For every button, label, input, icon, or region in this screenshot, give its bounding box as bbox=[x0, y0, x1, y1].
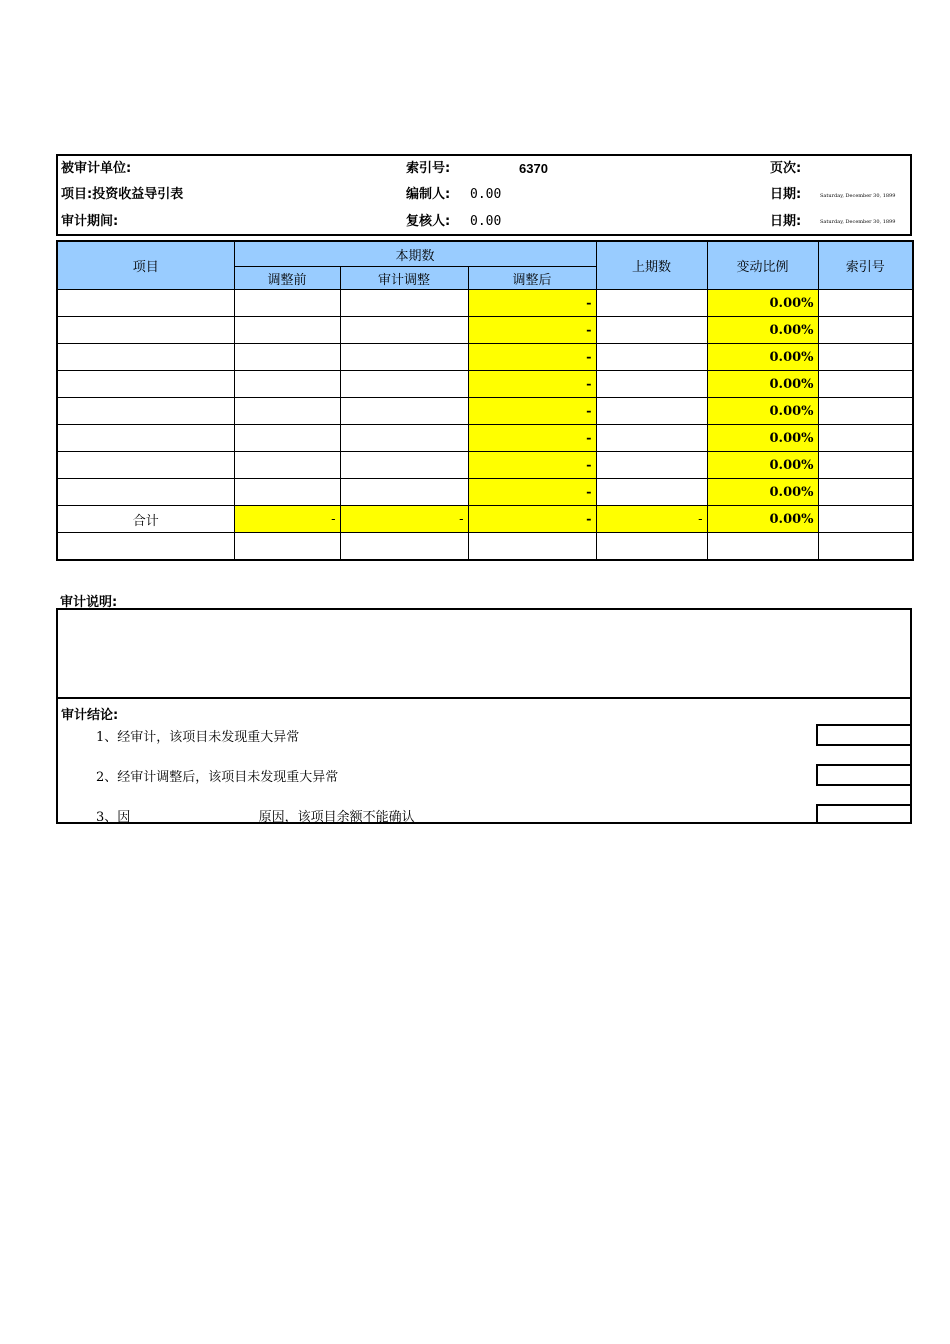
conclusion-checkbox-1[interactable] bbox=[816, 724, 910, 746]
after-cell: - bbox=[468, 452, 596, 479]
audit-adj-cell[interactable] bbox=[340, 290, 468, 317]
after-cell: - bbox=[468, 317, 596, 344]
table-row bbox=[57, 344, 913, 371]
audit-adj-cell[interactable] bbox=[340, 425, 468, 452]
index-cell[interactable] bbox=[818, 398, 913, 425]
prior-cell[interactable] bbox=[596, 317, 707, 344]
audited-unit-label: 被审计单位: bbox=[61, 161, 132, 176]
conclusion-item-3 bbox=[96, 806, 415, 825]
total-prior: - bbox=[596, 506, 707, 533]
audit-adj-cell[interactable] bbox=[340, 344, 468, 371]
audit-notes-label: 审计说明: bbox=[60, 595, 118, 610]
audit-period-label: 审计期间: bbox=[61, 214, 119, 229]
audit-adj-cell[interactable] bbox=[340, 371, 468, 398]
audit-adj-cell[interactable] bbox=[340, 479, 468, 506]
audit-adj-cell[interactable] bbox=[340, 398, 468, 425]
prior-cell[interactable] bbox=[596, 398, 707, 425]
conclusion-checkbox-3[interactable] bbox=[816, 804, 910, 824]
col-header-after-adj: 调整后 bbox=[468, 267, 596, 290]
index-cell[interactable] bbox=[818, 533, 913, 561]
index-value: 6370 bbox=[519, 161, 548, 176]
prior-cell[interactable] bbox=[596, 533, 707, 561]
date2-label: 日期: bbox=[770, 214, 802, 229]
total-audit-adj: - bbox=[340, 506, 468, 533]
table-row bbox=[57, 533, 913, 561]
table-row bbox=[57, 371, 913, 398]
project-value: 投资收益导引表 bbox=[92, 187, 184, 202]
col-header-before-adj: 调整前 bbox=[234, 267, 340, 290]
ratio-cell: 0.00% bbox=[707, 371, 818, 398]
index-cell[interactable] bbox=[818, 344, 913, 371]
index-cell[interactable] bbox=[818, 452, 913, 479]
ratio-cell: 0.00% bbox=[707, 317, 818, 344]
prior-cell[interactable] bbox=[596, 290, 707, 317]
table-row bbox=[57, 479, 913, 506]
date1-label: 日期: bbox=[770, 187, 802, 202]
notes-box bbox=[56, 608, 912, 824]
total-after: - bbox=[468, 506, 596, 533]
conclusion-label: 审计结论: bbox=[61, 708, 119, 723]
index-cell[interactable] bbox=[818, 290, 913, 317]
reviewer-value: 0.00 bbox=[470, 214, 502, 229]
ratio-cell: 0.00% bbox=[707, 398, 818, 425]
index-label: 索引号: bbox=[406, 161, 451, 176]
notes-divider bbox=[58, 697, 910, 699]
after-cell[interactable] bbox=[468, 533, 596, 561]
page-label: 页次: bbox=[770, 161, 802, 176]
item-cell[interactable] bbox=[57, 317, 234, 344]
before-cell[interactable] bbox=[234, 533, 340, 561]
ratio-cell: 0.00% bbox=[707, 425, 818, 452]
audit-adj-cell[interactable] bbox=[340, 533, 468, 561]
item-cell[interactable] bbox=[57, 425, 234, 452]
index-cell[interactable] bbox=[818, 479, 913, 506]
ratio-cell: 0.00% bbox=[707, 479, 818, 506]
before-cell[interactable] bbox=[234, 452, 340, 479]
prior-cell[interactable] bbox=[596, 344, 707, 371]
col-header-audit-adj: 审计调整 bbox=[340, 267, 468, 290]
before-cell[interactable] bbox=[234, 371, 340, 398]
audit-adj-cell[interactable] bbox=[340, 452, 468, 479]
table-row bbox=[57, 290, 913, 317]
total-label: 合计 bbox=[57, 506, 234, 533]
before-cell[interactable] bbox=[234, 479, 340, 506]
col-header-prior: 上期数 bbox=[596, 241, 707, 290]
item-cell[interactable] bbox=[57, 452, 234, 479]
after-cell: - bbox=[468, 344, 596, 371]
after-cell: - bbox=[468, 479, 596, 506]
before-cell[interactable] bbox=[234, 317, 340, 344]
table-row bbox=[57, 425, 913, 452]
reviewer-label: 复核人: bbox=[406, 214, 451, 229]
project-label-text: 项目: bbox=[61, 187, 93, 202]
prior-cell[interactable] bbox=[596, 371, 707, 398]
item-cell[interactable] bbox=[57, 371, 234, 398]
item-cell[interactable] bbox=[57, 290, 234, 317]
prior-cell[interactable] bbox=[596, 452, 707, 479]
header-block bbox=[56, 154, 912, 236]
col-header-change-ratio: 变动比例 bbox=[707, 241, 818, 290]
date2-value: Saturday, December 30, 1899 bbox=[820, 219, 896, 225]
ratio-cell: 0.00% bbox=[707, 344, 818, 371]
total-ratio: 0.00% bbox=[707, 506, 818, 533]
item-cell[interactable] bbox=[57, 398, 234, 425]
conclusion-item-3-prefix: 3、因 bbox=[96, 810, 131, 825]
investment-income-table bbox=[56, 240, 914, 561]
before-cell[interactable] bbox=[234, 398, 340, 425]
after-cell: - bbox=[468, 371, 596, 398]
conclusion-checkbox-2[interactable] bbox=[816, 764, 910, 786]
item-cell[interactable] bbox=[57, 344, 234, 371]
before-cell[interactable] bbox=[234, 290, 340, 317]
index-cell[interactable] bbox=[818, 317, 913, 344]
table-row bbox=[57, 317, 913, 344]
conclusion-item-2: 2、经审计调整后，该项目未发现重大异常 bbox=[96, 770, 339, 785]
ratio-cell[interactable] bbox=[707, 533, 818, 561]
col-header-current: 本期数 bbox=[234, 241, 596, 267]
preparer-value: 0.00 bbox=[470, 187, 502, 202]
prior-cell[interactable] bbox=[596, 425, 707, 452]
after-cell: - bbox=[468, 425, 596, 452]
ratio-cell: 0.00% bbox=[707, 452, 818, 479]
preparer-label: 编制人: bbox=[406, 187, 451, 202]
index-cell[interactable] bbox=[818, 425, 913, 452]
col-header-item: 项目 bbox=[57, 241, 234, 290]
ratio-cell: 0.00% bbox=[707, 290, 818, 317]
audit-adj-cell[interactable] bbox=[340, 317, 468, 344]
total-row bbox=[57, 506, 913, 533]
total-index[interactable] bbox=[818, 506, 913, 533]
after-cell: - bbox=[468, 290, 596, 317]
conclusion-item-3-suffix: 原因，该项目余额不能确认 bbox=[258, 810, 415, 825]
before-cell[interactable] bbox=[234, 344, 340, 371]
table-row bbox=[57, 398, 913, 425]
prior-cell[interactable] bbox=[596, 479, 707, 506]
project-label bbox=[61, 187, 183, 203]
table-row bbox=[57, 452, 913, 479]
col-header-index: 索引号 bbox=[818, 241, 913, 290]
before-cell[interactable] bbox=[234, 425, 340, 452]
date1-value: Saturday, December 30, 1899 bbox=[820, 193, 896, 199]
index-cell[interactable] bbox=[818, 371, 913, 398]
item-cell[interactable] bbox=[57, 533, 234, 561]
audit-notes-area[interactable] bbox=[58, 610, 910, 696]
total-before: - bbox=[234, 506, 340, 533]
item-cell[interactable] bbox=[57, 479, 234, 506]
conclusion-item-1: 1、经审计，该项目未发现重大异常 bbox=[96, 730, 300, 745]
after-cell: - bbox=[468, 398, 596, 425]
